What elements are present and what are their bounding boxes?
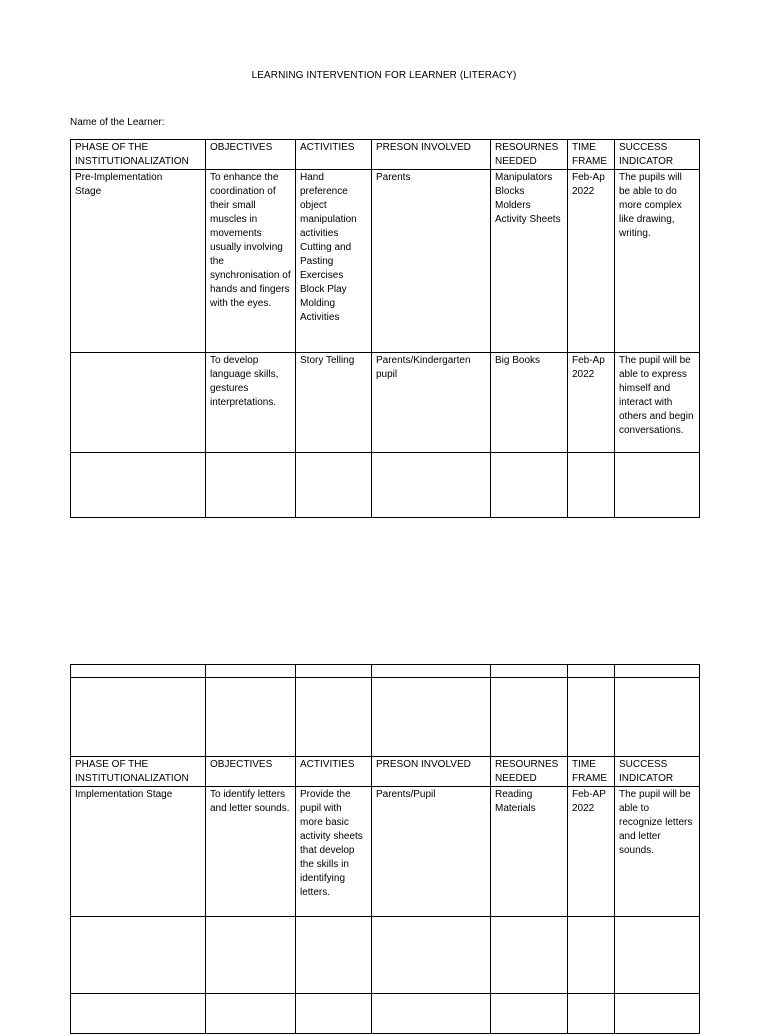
- header-time-frame: TIME FRAME: [568, 140, 615, 170]
- cell-activities: Hand preference object manipulation activities Cutting and Pasting Exercises Block Play Molding Activities: [296, 170, 372, 353]
- header-objectives: OBJECTIVES: [206, 140, 296, 170]
- cell-time-frame: Feb-AP 2022: [568, 787, 615, 917]
- header-success-indicator: SUCCESS INDICATOR: [615, 140, 700, 170]
- table-header-row: [71, 757, 700, 787]
- cell-activities: Provide the pupil with more basic activity sheets that develop the skills in identifying letters.: [296, 787, 372, 917]
- table-row: [71, 787, 700, 917]
- cell-person-involved: Parents/Pupil: [372, 787, 491, 917]
- intervention-table-implementation: [70, 664, 700, 1034]
- cell-objectives: To identify letters and letter sounds.: [206, 787, 296, 917]
- cell-resources-needed: Reading Materials: [491, 787, 568, 917]
- learner-name-label: Name of the Learner:: [70, 117, 165, 128]
- cell-objectives: To develop language skills, gestures interpretations.: [206, 353, 296, 453]
- cell-success-indicator: The pupil will be able to recognize letters and letter sounds.: [615, 787, 700, 917]
- header-phase: PHASE OF THE INSTITUTIONALIZATION: [71, 140, 206, 170]
- header-person-involved: PRESON INVOLVED: [372, 140, 491, 170]
- intervention-table-pre-implementation: [70, 139, 700, 518]
- cell-person-involved: Parents: [372, 170, 491, 353]
- cell-resources-needed: Big Books: [491, 353, 568, 453]
- cell-time-frame: Feb-Ap 2022: [568, 353, 615, 453]
- header-time-frame: TIME FRAME: [568, 757, 615, 787]
- header-activities: ACTIVITIES: [296, 757, 372, 787]
- cell-person-involved: Parents/Kindergarten pupil: [372, 353, 491, 453]
- cell-phase: [71, 353, 206, 453]
- cell-phase: Implementation Stage: [71, 787, 206, 917]
- cell-objectives: To enhance the coordination of their small muscles in movements usually involving the synchronisation of hands and fingers with the eyes.: [206, 170, 296, 353]
- header-resources-needed: RESOURNES NEEDED: [491, 757, 568, 787]
- table-row-empty: [71, 453, 700, 518]
- cell-phase: Pre-Implementation Stage: [71, 170, 206, 353]
- table-header-row: [71, 140, 700, 170]
- table-row-empty: [71, 665, 700, 678]
- table-row: [71, 170, 700, 353]
- cell-success-indicator: The pupil will be able to express himself and interact with others and begin conversations.: [615, 353, 700, 453]
- header-person-involved: PRESON INVOLVED: [372, 757, 491, 787]
- table-row-empty: [71, 994, 700, 1034]
- header-activities: ACTIVITIES: [296, 140, 372, 170]
- cell-time-frame: Feb-Ap 2022: [568, 170, 615, 353]
- header-phase: PHASE OF THE INSTITUTIONALIZATION: [71, 757, 206, 787]
- table-row-empty: [71, 678, 700, 757]
- table-row-empty: [71, 917, 700, 994]
- table-row: [71, 353, 700, 453]
- header-success-indicator: SUCCESS INDICATOR: [615, 757, 700, 787]
- cell-resources-needed: Manipulators Blocks Molders Activity Sheets: [491, 170, 568, 353]
- header-objectives: OBJECTIVES: [206, 757, 296, 787]
- cell-activities: Story Telling: [296, 353, 372, 453]
- page-title: LEARNING INTERVENTION FOR LEARNER (LITERACY): [251, 70, 517, 81]
- cell-success-indicator: The pupils will be able to do more complex like drawing, writing.: [615, 170, 700, 353]
- header-resources-needed: RESOURNES NEEDED: [491, 140, 568, 170]
